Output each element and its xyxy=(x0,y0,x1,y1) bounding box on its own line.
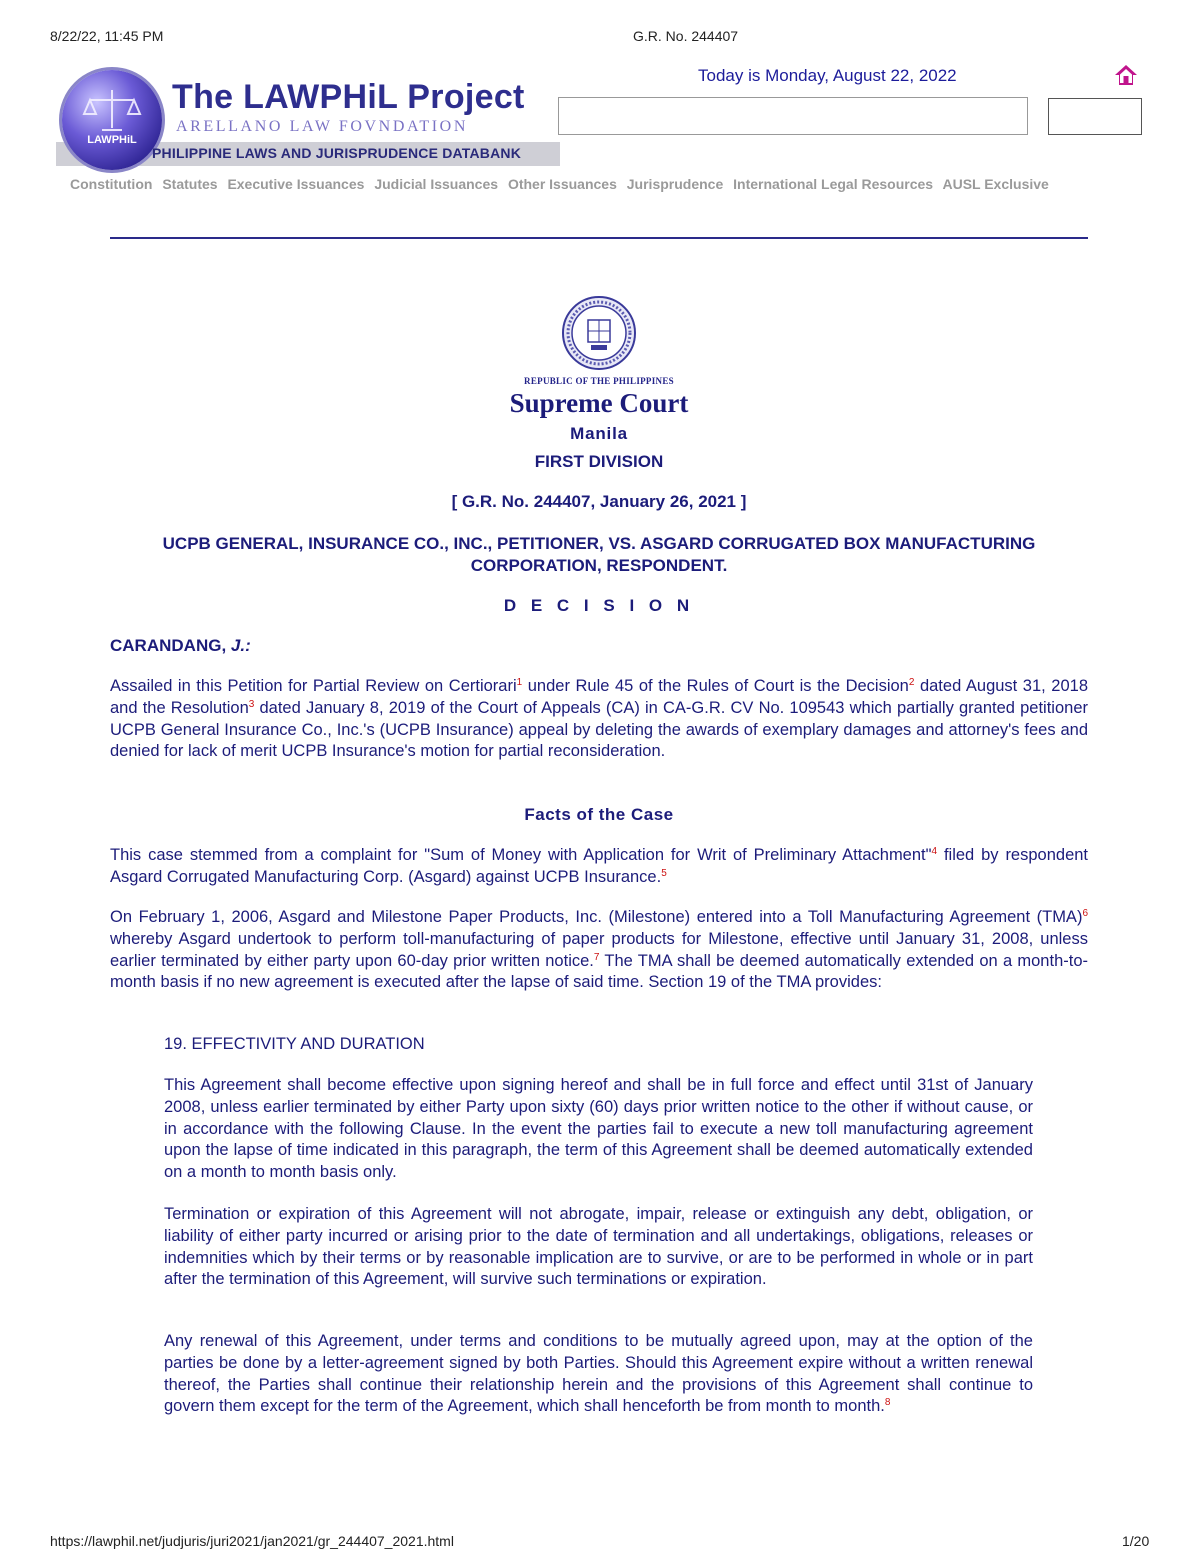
footnote-ref-8[interactable]: 8 xyxy=(884,1397,891,1409)
quote-paragraph-3 xyxy=(164,1331,1033,1418)
print-page-number: 1/20 xyxy=(1122,1533,1150,1549)
logo-circle-label: LAWPHiL xyxy=(87,134,137,146)
footnote-ref-2[interactable]: 2 xyxy=(908,677,915,688)
nav-judicial-issuances[interactable]: Judicial Issuances xyxy=(374,176,499,192)
text-run: This case stemmed from a complaint for "Sum of Money with Application for Writ of Preliminary Attachment" xyxy=(110,846,932,864)
parties-line-2: CORPORATION, RESPONDENT. xyxy=(470,556,728,575)
text-run: whereby Asgard undertook to perform toll-manufacturing of paper products for Milestone, effective until January 31, 2008, unless earlier terminated by either party upon 60-day prior written notice. xyxy=(110,929,1088,970)
site-title: The LAWPHiL Project xyxy=(172,78,525,116)
paragraph-3 xyxy=(110,907,1088,994)
nav-constitution[interactable]: Constitution xyxy=(70,176,153,192)
text-run: The TMA shall be deemed automatically extended on a month-to-month basis if no new agreement is executed after the lapse of said time. Section 19 of the TMA provides: xyxy=(110,951,1088,992)
republic-label: REPUBLIC OF THE PHILIPPINES xyxy=(524,376,674,386)
paragraph-1 xyxy=(110,676,1088,763)
case-parties xyxy=(110,533,1088,577)
nav-other-issuances[interactable]: Other Issuances xyxy=(507,176,617,192)
case-number: [ G.R. No. 244407, January 26, 2021 ] xyxy=(451,492,747,511)
ponente-suffix: J.: xyxy=(230,636,251,655)
quote-paragraph-2: Termination or expiration of this Agreement will not abrogate, impair, release or extinguish any debt, obligation, or liability of either party incurred or arising prior to the date of termination and all undertakings, obligations, releases or indemnities which by their terms or by reasonable implication are to survive, or are to be performed in whole or in part after the termination of this Agreement, will survive such terminations or expiration. xyxy=(164,1205,1033,1289)
text-run: under Rule 45 of the Rules of Court is the Decision xyxy=(522,677,909,695)
divider xyxy=(110,237,1088,239)
nav-statutes[interactable]: Statutes xyxy=(162,176,218,192)
footnote-ref-5[interactable]: 5 xyxy=(661,867,667,879)
site-subtitle: ARELLANO LAW FOVNDATION xyxy=(176,118,468,135)
databank-label: PHILIPPINE LAWS AND JURISPRUDENCE DATABANK xyxy=(152,145,522,161)
ponente xyxy=(110,636,251,656)
ponente-name: CARANDANG, xyxy=(110,636,227,655)
search-button[interactable] xyxy=(1048,98,1142,135)
footnote-ref-4[interactable]: 4 xyxy=(931,846,938,857)
court-name: Supreme Court xyxy=(509,388,689,418)
text-run: Any renewal of this Agreement, under terms and conditions to be mutually agreed upon, may at the option of the parties be done by a letter-agreement signed by both Parties. Should this Agreement expire without a written renewal thereof, the Parties shall continue their relationship herein and the provisions of this Agreement shall continue to govern them except for the term of the Agreement, which shall henceforth be from month to month. xyxy=(164,1332,1033,1416)
nav-executive-issuances[interactable]: Executive Issuances xyxy=(227,176,365,192)
scales-emblem-icon xyxy=(62,70,162,170)
nav-jurisprudence[interactable]: Jurisprudence xyxy=(626,176,724,192)
lawphil-logo[interactable] xyxy=(56,62,560,172)
footnote-ref-3[interactable]: 3 xyxy=(248,698,255,710)
text-run: dated August 31, 2018 and the Resolution xyxy=(110,677,1088,717)
main-nav xyxy=(70,176,1055,192)
nav-international-legal-resources[interactable]: International Legal Resources xyxy=(733,176,934,192)
facts-heading: Facts of the Case xyxy=(524,805,674,824)
today-date: Today is Monday, August 22, 2022 xyxy=(698,66,957,85)
supreme-court-seal-icon xyxy=(562,296,636,370)
parties-line-1: UCPB GENERAL, INSURANCE CO., INC., PETITIONER, VS. ASGARD CORRUGATED BOX MANUFACTURING xyxy=(162,534,1036,553)
court-city: Manila xyxy=(570,424,628,443)
text-run: filed by respondent Asgard Corrugated Manufacturing Corp. (Asgard) against UCPB Insurance. xyxy=(110,846,1089,886)
print-datetime: 8/22/22, 11:45 PM xyxy=(50,28,164,44)
footnote-ref-7[interactable]: 7 xyxy=(593,951,600,963)
decision-heading: D E C I S I O N xyxy=(503,596,695,615)
quote-paragraph-1: This Agreement shall become effective upon signing hereof and shall be in full force and effect until 31st of January 2008, unless earlier terminated by either Party upon sixty (60) days prior written notice to the other if without cause, or in accordance with the following Clause. In the event the parties fail to execute a new toll manufacturing agreement upon the lapse of time indicated in this paragraph, the term of this Agreement shall be deemed automatically extended on a month to month basis only. xyxy=(164,1076,1033,1182)
print-doc-title: G.R. No. 244407 xyxy=(633,28,739,44)
home-icon[interactable] xyxy=(1114,64,1138,86)
paragraph-2 xyxy=(110,845,1088,889)
text-run: On February 1, 2006, Asgard and Milestone Paper Products, Inc. (Milestone) entered into a Toll Manufacturing Agreement (TMA) xyxy=(110,908,1083,926)
nav-ausl-exclusive[interactable]: AUSL Exclusive xyxy=(942,176,1049,192)
footnote-ref-1[interactable]: 1 xyxy=(516,677,523,688)
quote-title: 19. EFFECTIVITY AND DURATION xyxy=(164,1035,425,1053)
text-run: Assailed in this Petition for Partial Review on Certiorari xyxy=(110,677,517,695)
text-run: dated January 8, 2019 of the Court of Appeals (CA) in CA-G.R. CV No. 109543 which partially granted petitioner UCPB General Insurance Co., Inc.'s (UCPB Insurance) appeal by deleting the awards of exemplary damages and attorney's fees and denied for lack of merit UCPB Insurance's motion for partial reconsideration. xyxy=(110,698,1088,761)
division: FIRST DIVISION xyxy=(534,452,664,471)
search-input[interactable] xyxy=(558,97,1028,135)
footnote-ref-6[interactable]: 6 xyxy=(1082,908,1088,919)
print-url: https://lawphil.net/judjuris/juri2021/jan2021/gr_244407_2021.html xyxy=(50,1533,454,1549)
